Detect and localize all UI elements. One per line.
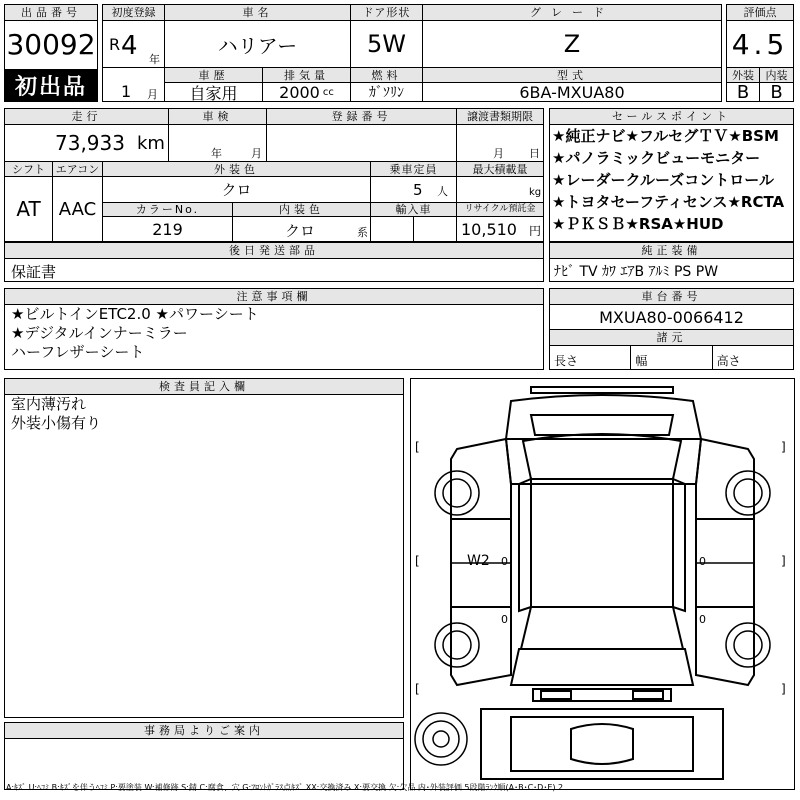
hood-outline [506,439,701,484]
selling-points-label: セールスポイント [550,109,793,125]
first-listing-badge: 初出品 [5,69,97,101]
post-parts-value: 保証書 [11,263,57,281]
fuel-label: 燃料 [351,67,423,83]
svg-text:]: ] [781,682,786,696]
left-front-tire [435,471,479,515]
transfer-cell [457,125,543,161]
inspection-year-unit: 年 [211,147,222,160]
standard-equip-value: ﾅﾋﾞ TV ｶﾜ ｴｱB ｱﾙﾐ PS PW [554,264,719,280]
w2-mark: W2 [467,553,490,569]
selling-point-2: ★パノラミックビューモニター [552,149,761,167]
svg-text:[: [ [415,682,420,696]
ac-value: AAC [53,177,103,241]
door-mark-left-rear: 0 [501,613,508,626]
recycle-cell [457,217,543,241]
yen-unit: 円 [529,224,542,238]
int-color-unit: 系 [357,226,368,239]
vehicle-header-box [102,4,722,102]
standard-equip-box [549,242,794,282]
svg-text:[: [ [415,554,420,568]
load-cell [457,177,543,203]
height-cell: 高さ [716,354,741,368]
inspector-box [4,378,404,718]
mileage-cell [5,125,169,161]
color-label: 外装色 [103,161,371,177]
lot-label: 出品番号 [5,5,97,21]
details-box [4,108,544,242]
legend-text: A:ｷｽﾞ U:ﾍｺﾐ B:ｷｽﾞを伴うﾍｺﾐ P:要塗装 W:補修跡 S:錆 C:腐食、穴 G:ﾌﾛﾝﾄｶﾞﾗｽ点ｷｽﾞ XX:交換済み X:要交換 欠:欠品 内･外装評価 5段階ﾗﾝｸ順(A･B･C･D･E) 2 [6,783,564,792]
recycle-label: リサイクル預託金 [457,203,543,217]
capacity-unit: 人 [437,185,448,198]
selling-point-3: ★レーダークルーズコントロール [552,171,774,189]
history-label: 車歴 [165,67,263,83]
reg-month-cell [103,67,165,101]
roof-outline [531,479,673,607]
reg-year: 4 [121,31,138,61]
svg-text:]: ] [781,554,786,568]
inspection-cell [169,125,267,161]
history-value: 自家用 [165,83,263,101]
plate-value [267,125,457,161]
era: R [109,35,121,54]
chassis-label: 車台番号 [550,289,793,305]
door-mark-right-rear: 0 [699,613,706,626]
color-value: クロ [103,177,371,203]
cc-unit: cc [322,86,334,98]
capacity-cell [371,177,457,203]
import-cell-a [371,217,414,241]
office-box [4,722,404,790]
inspection-label: 車検 [169,109,267,125]
notes-box [4,288,544,370]
inspector-label: 検査員記入欄 [5,379,403,395]
plate-label: 登録番号 [267,109,457,125]
door-label: ドア形状 [351,5,423,21]
chassis-box [549,288,794,370]
dims-label: 諸元 [550,330,793,346]
svg-text:]: ] [781,440,786,454]
selling-points-box [549,108,794,242]
shift-value: AT [5,177,53,241]
post-parts-label: 後日発送部品 [5,243,543,259]
car-name-label: 車名 [165,5,351,21]
color-no-label: カラーNo. [103,203,233,217]
transfer-day-unit: 日 [529,147,540,160]
car-name: ハリアー [165,21,351,67]
model-value: 6BA-MXUA80 [519,82,625,102]
door-type: 5W [351,21,423,67]
int-color-label: 内装色 [233,203,371,217]
inspection-month-unit: 月 [251,147,262,160]
chassis-value: MXUA80-0066412 [550,305,793,330]
car-outline-diagram [411,379,794,789]
load-unit: kg [529,187,542,198]
interior-grade: B [770,81,783,103]
transfer-label: 譲渡書類期限 [457,109,543,125]
right-front-tire [726,471,770,515]
year-unit: 年 [149,53,160,66]
windshield-outline [523,434,681,479]
interior-label: 内装 [760,67,793,83]
color-no-value: 219 [103,217,233,241]
front-bumper-outline [531,387,673,393]
right-rear-tire [726,623,770,667]
selling-point-1: ★純正ナビ★フルセグＴＶ★BSM [552,127,779,145]
trunk-outline [511,649,693,685]
import-cell-b [414,217,457,241]
notes-label: 注意事項欄 [5,289,543,305]
mileage-value: 73,933 [55,131,125,155]
reg-month: 1 [121,82,132,101]
displacement-value: 2000 [279,82,320,102]
rear-window [521,607,683,649]
exterior-label: 外装 [727,67,760,83]
inspector-line-2: 外装小傷有り [11,414,102,432]
grade-value: Z [563,30,581,58]
reg-label: 初度登録 [103,5,165,21]
transfer-month-unit: 月 [493,147,504,160]
import-label: 輸入車 [371,203,457,217]
km-unit: km [137,133,165,154]
lot-number-box [4,4,98,102]
door-mark-right-front: 0 [699,555,706,568]
displacement-label: 排気量 [263,67,351,83]
right-pillar [673,479,685,611]
damage-diagram [410,378,795,790]
model-label: 型式 [423,67,721,83]
grille-outline [531,415,673,435]
load-label: 最大積載量 [457,161,543,177]
svg-text:[: [ [415,440,420,454]
width-cell: 幅 [631,346,712,370]
selling-point-5: ★ＰＫＳＢ★RSA★HUD [552,215,724,233]
inspector-line-1: 室内薄汚れ [11,395,87,413]
grade-label: グレード [423,5,721,21]
int-color-cell [233,217,371,241]
ac-label: エアコン [53,161,103,177]
recycle-value: 10,510 [461,220,517,239]
displacement-cell [263,83,351,101]
notes-line-2: ★デジタルインナーミラー [11,324,188,342]
left-pillar [519,479,531,611]
mileage-label: 走行 [5,109,169,125]
door-mark-left-front: 0 [501,555,508,568]
exterior-grade: B [727,83,760,101]
selling-point-4: ★トヨタセーフティセンス★RCTA [552,193,785,211]
left-rear-tire [435,623,479,667]
shift-label: シフト [5,161,53,177]
office-label: 事務局よりご案内 [5,723,403,739]
lot-number: 30092 [6,27,96,61]
capacity-label: 乗車定員 [371,161,457,177]
capacity-value: 5 [413,181,423,199]
reg-date-cell [103,21,165,67]
fuel-value: ｶﾞｿﾘﾝ [351,83,423,101]
post-parts-box [4,242,544,282]
score-box [726,4,794,102]
month-unit: 月 [147,88,158,101]
int-color-value: クロ [285,222,316,240]
notes-line-1: ★ビルトインETC2.0 ★パワーシート [11,305,259,323]
score-label: 評価点 [727,5,793,21]
length-cell: 長さ [550,346,631,370]
score-value: 4.5 [731,27,789,61]
notes-line-3: ハーフレザーシート [11,343,145,361]
underbody-outline [481,709,723,779]
standard-equip-label: 純正装備 [550,243,793,259]
